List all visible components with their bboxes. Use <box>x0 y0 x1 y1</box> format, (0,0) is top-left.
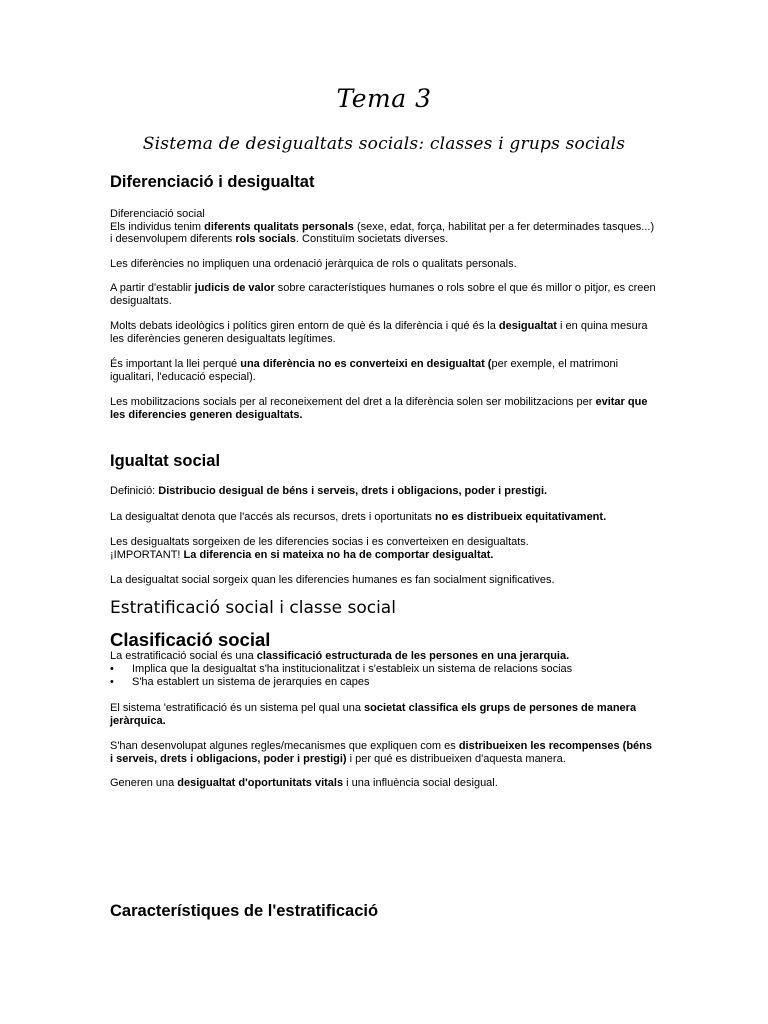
paragraph: Les diferències no impliquen una ordenació jeràrquica de rols o qualitats personals. <box>110 258 517 270</box>
paragraph: El sistema 'estratificació és un sistema pel qual una societat classifica els grups de persones de manera jeràrquica. <box>110 702 637 727</box>
section-heading-estratificacio: Estratificació social i classe social <box>110 598 396 618</box>
page-title: Tema 3 <box>336 84 432 113</box>
paragraph: La estratificació social és una classificació estructurada de les persones en una jerarquia. <box>110 650 570 662</box>
list-item: • Implica que la desigualtat s'ha institucionalitzat i s'estableix un sistema de relacions socias <box>110 663 573 675</box>
paragraph: La desigualtat denota que l'accés als recursos, drets i oportunitats no es distribueix equitativament. <box>110 511 607 523</box>
subsection-heading-clasificacio: Clasificació social <box>110 629 271 650</box>
bullet-list <box>110 663 658 688</box>
paragraph: S'han desenvolupat algunes regles/mecanismes que expliquen com es distribueixen les recompenses (béns i serveis, drets i obligacions, poder i prestigi) i per qué es distribueixen d'aquesta manera. <box>110 740 653 765</box>
paragraph: Definició: Distribucio desigual de béns i serveis, drets i obligacions, poder i prestigi. <box>110 485 548 497</box>
paragraph: Generen una desigualtat d'oportunitats vitals i una influència social desigual. <box>110 777 498 789</box>
list-item: • S'ha establert un sistema de jerarquies en capes <box>110 675 370 688</box>
paragraph: A partir d'establir judicis de valor sobre característiques humanes o rols sobre el que és millor o pitjor, es creen desigualtats. <box>110 282 656 307</box>
paragraph: Molts debats ideològics i polítics giren entorn de què és la diferència i qué és la desigualtat i en quina mesura les diferències generen desigualtats legítimes. <box>110 320 648 345</box>
paragraph: Les desigualtats sorgeixen de les diferencies socias i es converteixen en desigualtats. ¡IMPORTANT! La diferencia en si mateixa no ha de comportar desigualtat. <box>110 536 529 561</box>
section-heading-igualtat: Igualtat social <box>110 452 221 470</box>
page-subtitle: Sistema de desigualtats socials: classes i grups socials <box>142 134 626 154</box>
bullet-icon: • <box>110 663 114 675</box>
paragraph: Diferenciació social Els individus tenim diferents qualitats personals (sexe, edat, força, habilitat per a fer determinades tasques...) i desenvolupem diferents rols socials. Constituïm societats diverses. <box>110 208 655 245</box>
paragraph: Les mobilitzacions socials per al reconeixement del dret a la diferència solen ser mobilitzacions per evitar que les diferencies generen desigualtats. <box>110 396 648 421</box>
paragraph: La desigualtat social sorgeix quan les diferencies humanes es fan socialment significatives. <box>110 574 555 586</box>
section-heading-caracteristiques: Característiques de l'estratificació <box>110 902 379 920</box>
section-heading-diferenciacio: Diferenciació i desigualtat <box>110 173 315 191</box>
paragraph: És important la llei perqué una diferència no es converteixi en desigualtat (per exemple, el matrimoni igualitari, l'educació especial). <box>110 358 619 383</box>
bullet-icon: • <box>110 675 114 688</box>
